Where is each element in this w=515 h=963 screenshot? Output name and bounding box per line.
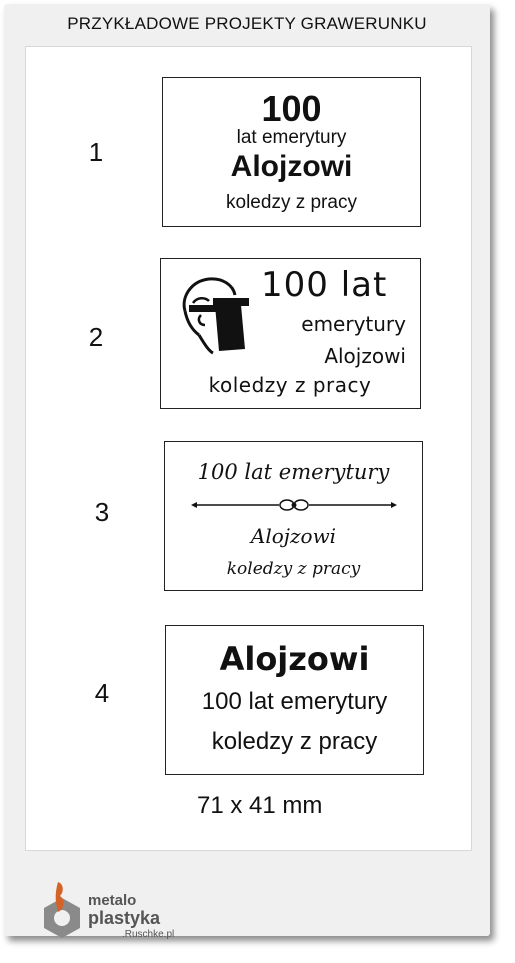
company-logo[interactable] — [40, 874, 200, 944]
plate-line: koledzy z pracy — [208, 373, 372, 397]
plate-line: koledzy z pracy — [226, 192, 357, 213]
plate-line: koledzy z pracy — [211, 728, 378, 755]
plate-line: Alojzowi — [324, 344, 406, 368]
page-title: PRZYKŁADOWE PROJEKTY GRAWERUNKU — [67, 14, 427, 33]
plate-line: 100 lat emerytury — [201, 688, 388, 715]
plate-line: 100 lat — [261, 265, 388, 305]
projects-panel — [25, 46, 472, 851]
project-plate-4 — [165, 625, 424, 775]
worker-with-welding-mask-icon — [179, 275, 251, 355]
plate-line: 100 lat emerytury — [197, 460, 390, 484]
project-number-3: 3 — [94, 497, 110, 527]
project-plate-1 — [162, 77, 421, 227]
hexagon-nut-logo-icon — [40, 880, 84, 940]
project-plate-3 — [164, 441, 423, 591]
plate-line: Alojzowi — [230, 150, 353, 183]
project-number-1: 1 — [88, 137, 104, 167]
plate-dimensions: 71 x 41 mm — [197, 792, 323, 819]
logo-text-line1: metalo — [88, 892, 137, 909]
plate-line: emerytury — [301, 312, 406, 336]
content-card — [4, 4, 490, 940]
project-number-4: 4 — [94, 678, 110, 708]
decorative-divider-icon — [191, 498, 397, 512]
logo-text-line3: .Ruschke.pl — [122, 929, 175, 940]
plate-line: Alojzowi — [219, 640, 370, 678]
project-number-2: 2 — [88, 322, 104, 352]
plate-line: Alojzowi — [250, 524, 337, 548]
logo-text-line2: plastyka — [88, 908, 161, 928]
plate-line: 100 — [261, 88, 322, 129]
project-plate-2 — [160, 258, 421, 409]
plate-line: lat emerytury — [236, 127, 347, 148]
plate-line: koledzy z pracy — [226, 559, 361, 579]
